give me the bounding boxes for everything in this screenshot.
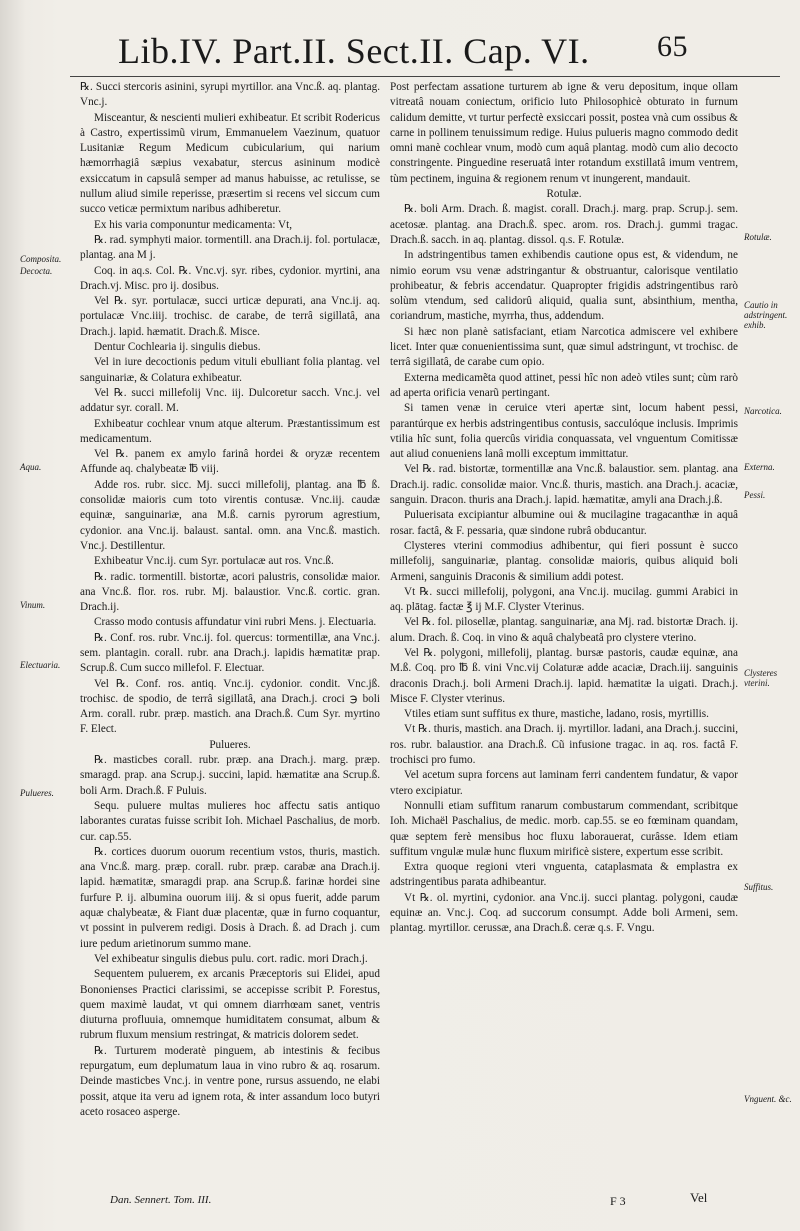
margin-note: Suffitus. <box>744 882 774 892</box>
margin-note: Cautio in adstringent. exhib. <box>744 300 788 330</box>
page-number: 65 <box>657 30 688 63</box>
paragraph: Vel in iure decoctionis pedum vituli ebulliant folia plantag. vel sanguinariæ, & Colatura exhibeatur. <box>80 356 380 384</box>
paragraph: Coq. in aq.s. Col. ℞. Vnc.vj. syr. ribes, cydonior. myrtini, ana Drach.vj. Misc. pro ij. dosibus. <box>80 264 380 292</box>
catchword: Vel <box>690 1190 708 1205</box>
margin-note: Pessi. <box>744 490 766 500</box>
paragraph: ℞. masticbes corall. rubr. præp. ana Drach.j. marg. præp. smaragd. prap. ana Scrup.j. succini, lapid. hæmatitæ ana Scrup.ß. boli Arm. Drach.ß. F Puluis. <box>80 754 380 797</box>
paragraph: Misceantur, & nescienti mulieri exhibeatur. Et scribit Rodericus à Castro, expertissimũ virum, Emmanuelem Vaezinum, quatuor Lusitaniæ Regum Medicum cubicularium, qui narium hæmorrhagiâ sæpius vexabatur, stercus asininum modicè exsiccatum in capsulâ semper ad manus habuisse, ac retulisse, se nullum aliud simile reperisse, præsertim si recens vel siccum cum succo veticæ permixtum naribus adhiberetur. <box>80 111 380 216</box>
paragraph: Vt ℞. thuris, mastich. ana Drach. ij. myrtillor. ladani, ana Drach.j. succini, ros. rubr. balaustior. ana Drach.ß. Cũ infusione tragac. in aq. ros. factâ F. trochisci pro fumo. <box>390 723 738 767</box>
running-header <box>118 30 688 74</box>
paragraph: Sequ. puluere multas mulieres hoc affectu satis antiquo laborantes curatas fuisse scribit Ioh. Michael Paschalius, de morb. cur. cap.55. <box>80 799 380 843</box>
paragraph: Vel ℞. polygoni, millefolij, plantag. bursæ pastoris, caudæ equinæ, ana M.ß. Coq. pro ℔ ß. vini Vnc.vij Colaturæ adde acaciæ, Drach.iij. sanguinis draconis Drach.j. boli Armeni Drach.ij. lapid. hæmatitæ la uigati. Drach.j. Misce F. Clyster vterinus. <box>390 646 738 705</box>
margin-note: Vinum. <box>20 600 46 610</box>
paragraph: Vel ℞. rad. bistortæ, tormentillæ ana Vnc.ß. balaustior. sem. plantag. ana Drach.ij. radic. consolidæ maior. Vnc.ß. thuris, mastich. ana Drach.j. acaciæ, sanguin. Dracon. thuris ana Drach.j. lapid. hæmatitæ, amyli ana Drach.j.ß. <box>390 463 738 507</box>
paragraph: Sequentem puluerem, ex arcanis Præceptoris sui Elidei, apud Bononienses Practici clarissimi, se accepisse scribit P. Forestus, quem maximè laudat, vt qui omnem diarrhœam sanet, ventris diuturna profluuia, omnemque humiditatem consumat, album & rubrum fluxum mensium restringat, & matricis dolorem sedet. <box>80 968 380 1042</box>
paragraph: Si hæc non planè satisfaciant, etiam Narcotica admiscere vel exhibere licet. Inter quæ conuenientissima sunt, quæ simul adstringunt, vt trochisc. de terrâ sigillatâ, de carabe cum opio. <box>390 325 738 369</box>
section-heading: Pulueres. <box>209 738 251 751</box>
paragraph: Exhibeatur Vnc.ij. cum Syr. portulacæ aut ros. Vnc.ß. <box>94 555 334 568</box>
paragraph: Vtiles etiam sunt suffitus ex thure, mastiche, ladano, rosis, myrtillis. <box>404 708 709 721</box>
paragraph: Vt ℞. succi millefolij, polygoni, ana Vnc.ij. mucilag. gummi Arabici in aq. plātag. factæ ℥ ij M.F. Clyster Vterinus. <box>390 585 738 614</box>
paragraph: Nonnulli etiam suffitum ranarum combustarum commendant, scribitque Ioh. Michaël Paschalius, de medic. morb. cap.55. se eo fœminam quandam, quæ septem ferè mensibus hoc fluxu laborauerat, curâsse. Idem etiam suffitum vngulæ mulæ hunc fluxum mirificè sistere, expertum esse scribit. <box>390 799 738 858</box>
margin-note: Vnguent. &c. <box>744 1094 792 1104</box>
left-column <box>80 80 380 1190</box>
margin-note: Composita. <box>20 254 62 264</box>
signature-mark: F 3 <box>610 1194 626 1208</box>
paragraph: Exhibeatur cochlear vnum atque alterum. Præstantissimum est medicamentum. <box>80 417 380 445</box>
paragraph: Si tamen venæ in ceruice vteri apertæ sint, locum habent pessi, parantúrque ex herbis adstringentibus contusis, sacculóque inclusis. Imprimis vtilia hîc sunt, folia quercûs viridia conquassata, vel vnguentum Comitissæ aut aliud conueniens lanâ molli exceptum immittatur. <box>390 402 738 461</box>
paragraph: Clysteres vterini commodius adhibentur, qui fieri possunt è succo millefolij, sanguinariæ, plantag. consolidæ maioris, quibus aliquid boli Armeni, sanguinis Draconis & similium addi potest. <box>390 539 738 583</box>
paragraph: Adde ros. rubr. sicc. Mj. succi millefolij, plantag. ana ℔ ß. consolidæ maioris cum toto virentis contusæ. Vnc.iij. caudæ equinæ, sanguinariæ, ana M.ß. carnis pyrorum agrestium, cydonior. ana Vnc.ij. balaust. santal. omn. ana Vnc.ß. mastich. Vnc.j. Destillentur. <box>80 478 380 552</box>
paragraph: ℞. Succi stercoris asinini, syrupi myrtillor. ana Vnc.ß. aq. plantag. Vnc.j. <box>80 81 380 109</box>
margin-note: Aqua. <box>20 462 42 472</box>
paragraph: Vel ℞. succi millefolij Vnc. iij. Dulcoretur sacch. Vnc.j. vel addatur syr. corall. M. <box>80 386 380 415</box>
paragraph: Externa medicamẽta quod attinet, pessi hîc non adeò vtiles sunt; cùm rarò ad aperta orificia venarũ pertingant. <box>390 371 738 399</box>
paragraph: Vel ℞. panem ex amylo farinâ hordei & oryzæ recentem Affunde aq. chalybeatæ ℔ viij. <box>80 448 380 476</box>
header-rule <box>70 76 780 77</box>
margin-note: Electuaria. <box>20 660 61 670</box>
signature-left: Dan. Sennert. Tom. III. <box>110 1194 212 1206</box>
margin-note: Rotulæ. <box>744 232 772 242</box>
paragraph: ℞. boli Arm. Drach. ß. magist. corall. Drach.j. marg. prap. Scrup.j. sem. acetosæ. plantag. ana Drach.ß. spec. arom. ros. Drach.j. gummi tragac. Drach.ß. sacch. in aq. plantag. dissol. q.s. F. Rotulæ. <box>390 203 738 246</box>
section-heading: Rotulæ. <box>546 188 582 201</box>
margin-note: Clysteres vterini. <box>744 668 778 688</box>
right-column <box>390 80 738 1190</box>
paragraph: Vel ℞. syr. portulacæ, succi urticæ depurati, ana Vnc.ij. aq. portulacæ Vnc.iiij. trochisc. de carabe, de terrâ sigillatâ, ana Drach.j. lapid. hæmatit. Drach.ß. Misce. <box>80 295 380 338</box>
paragraph: Vel exhibeatur singulis diebus pulu. cort. radic. mori Drach.j. <box>94 952 368 965</box>
paragraph: Vel ℞. Conf. ros. antiq. Vnc.ij. cydonior. condit. Vnc.jß. trochisc. de spodio, de terrâ sigillatâ, ana Drach.j. croci ℈ boli Arm. corall. rubr. præp. mastich. ana Drach.ß. Cum Syr. myrtino F. Elect. <box>80 677 380 736</box>
paragraph: ℞. rad. symphyti maior. tormentill. ana Drach.ij. fol. portulacæ, plantag. ana M j. <box>80 233 380 262</box>
margin-note: Narcotica. <box>744 406 782 416</box>
paragraph: Post perfectam assatione turturem ab igne & veru depositum, inque ollam vitreatâ nouam coniectum, orificio luto Philosophicè obturato in furnum calidum demitte, vt turtur perfectè exsiccari possit, postea vnà cum ossibus & carne in pollinem tenuissimum redige. Huius pulueris magno commodo dedit omni manè cochlear vnum, modò cum aquâ plantag. modò cum alio decocto constringente. Pinguedine reseruatâ inter rotandum exstillatâ imum ventrem, tùm pectinem, inguina & regionem renum vt inungerent, mandauit. <box>390 81 738 185</box>
paragraph: ℞. Turturem moderatè pinguem, ab intestinis & fecibus repurgatum, eum deplumatum laua in vino rubro & aq. rosarum. Deinde masticbes Vnc.j. in ventre pone, rursus assuendo, ne elabi possit, atque ita veru ad ignem rota, & inter assandum loco butyri aceto rosaceo asperge. <box>80 1044 380 1118</box>
paragraph: ℞. radic. tormentill. bistortæ, acori palustris, consolidæ maior. ana Vnc.ß. flor. ros. rubr. Mj. balaustior. Vnc.ß. cortic. gran. Drach.ij. <box>80 570 380 614</box>
paragraph: Vel acetum supra forcens aut laminam ferri candentem fundatur, & vapor vtero excipiatur. <box>390 769 738 797</box>
margin-note: Decocta. <box>20 266 53 276</box>
paragraph: Extra quoque regioni vteri vnguenta, cataplasmata & emplastra ex adstringentibus parata adhibeantur. <box>390 861 738 889</box>
paragraph: Vt ℞. ol. myrtini, cydonior. ana Vnc.ij. succi plantag. polygoni, caudæ equinæ an. Vnc.j. Coq. ad succorum consumpt. Adde boli Armeni, sem. plantag. myrtillor. cerussæ, ana Drach.ß. ceræ q.s. F. Vngu. <box>390 891 738 935</box>
paragraph: Crasso modo contusis affundatur vini rubri Mens. j. Electuaria. <box>94 616 377 629</box>
margin-note: Pulueres. <box>20 788 54 798</box>
paragraph: Vel ℞. fol. pilosellæ, plantag. sanguinariæ, ana Mj. rad. bistortæ Drach. ij. alum. Drach. ß. Coq. in vino & aquâ chalybeatâ pro clystere vterino. <box>390 616 738 644</box>
paragraph: Puluerisata excipiantur albumine oui & mucilagine tragacanthæ in aquâ rosar. factâ, & F. pessaria, quæ sindone rubrâ obducantur. <box>390 509 738 537</box>
paragraph: ℞. Conf. ros. rubr. Vnc.ij. fol. quercus: tormentillæ, ana Vnc.j. sem. plantagin. corall. rubr. ana Drach.j. lapidis hæmatitæ prap. Scrup.ß. Cum succo millefol. F. Electuar. <box>80 631 380 675</box>
paragraph: Dentur Cochlearia ij. singulis diebus. <box>94 341 261 354</box>
header-title: Lib.IV. Part.II. Sect.II. Cap. VI. <box>118 31 590 71</box>
margin-note: Externa. <box>744 462 775 472</box>
paragraph: In adstringentibus tamen exhibendis cautione opus est, & videndum, ne nimio eorum vsu venæ adstringantur & obstruantur, calorisque ventilatio prohibeatur, & febris accendatur. Quapropter frigidis adstringentibus rarò solùm vtendum, sed calidorû aliquid, qualia sunt, absinthium, mentha, coriandrum, mastiche, myrrha, thus, addendum. <box>390 249 738 323</box>
paragraph: Ex his varia componuntur medicamenta: Vt, <box>94 218 293 231</box>
paragraph: ℞. cortices duorum ouorum recentium vstos, thuris, mastich. ana Vnc.ß. marg. præp. corall. rubr. præp. carabæ ana Drach.ij. lapid. hæmatitæ, smaragdi prap. ana Scrup.ß. farinæ hordei sine furfure P. ij. albumina ouorum iiij. & si opus fuerit, adde parum aquæ chalybeatæ, & Fiant duæ placentæ, quæ in furno coquantur, vt possint in pulverem redigi. Dosis à Drach. ß. ad Drach j. cum iure pedum arietinorum summo mane. <box>80 845 380 950</box>
